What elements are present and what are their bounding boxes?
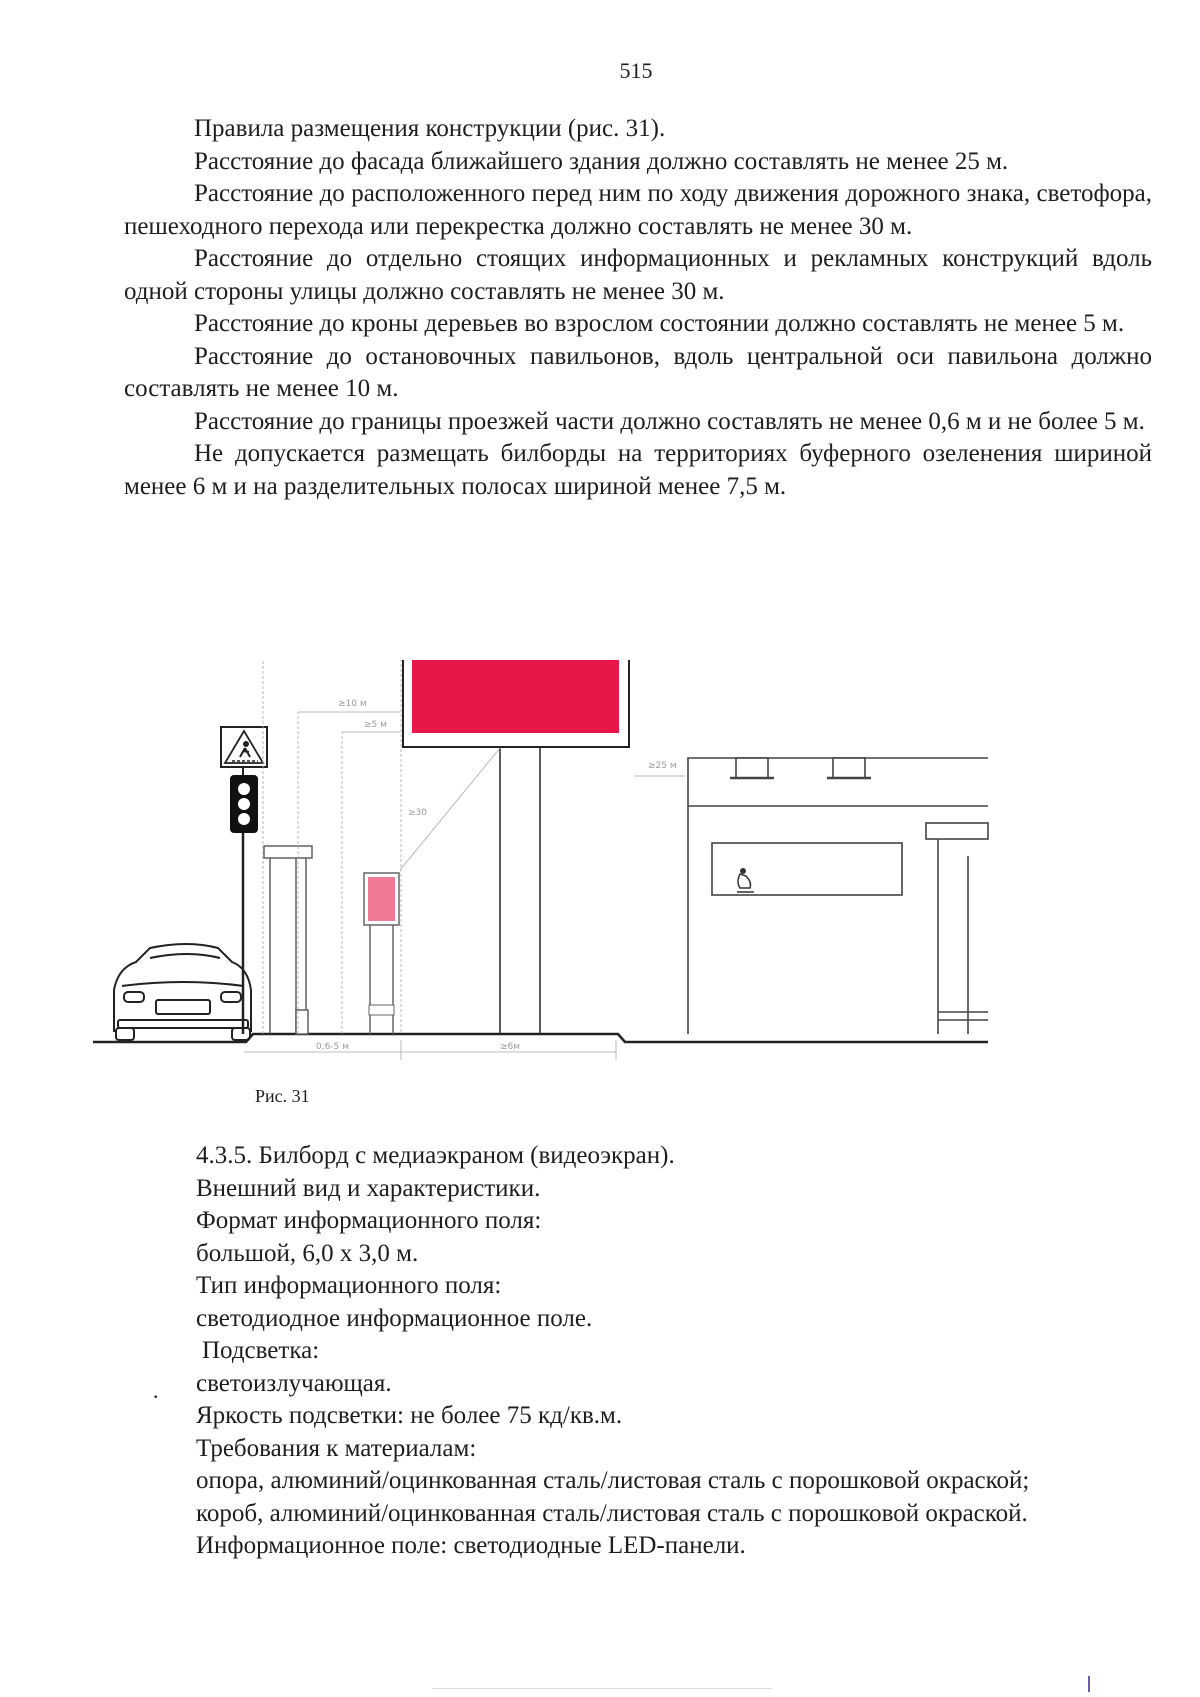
dimension-25m-label: ≥25 м — [648, 761, 677, 771]
paragraph-carriageway: Расстояние до границы проезжей части должно составлять не менее 0,6 м и не более 5 м. — [194, 407, 1145, 435]
section-line-brightness: Яркость подсветки: не более 75 кд/кв.м. — [196, 1402, 623, 1429]
paragraph-road-sign: Расстояние до расположенного перед ним по ходу движения дорожного знака, светофора, пешеходного перехода или перекрестка должно составлять не менее 30 м. — [124, 180, 1152, 240]
citylight-panel-icon — [364, 873, 399, 1034]
rules-text — [124, 113, 1152, 503]
section-line-type-label: Тип информационного поля: — [196, 1272, 502, 1299]
section-line-info-field: Информационное поле: светодиодные LED-панели. — [196, 1532, 746, 1559]
bus-stop-pavilion-icon — [264, 846, 312, 1034]
traffic-light-icon — [230, 767, 258, 1034]
section-line-materials-label: Требования к материалам: — [196, 1434, 477, 1462]
dimension-10m-label: ≥10 м — [338, 699, 367, 709]
dimension-5m-label: ≥5 м — [364, 720, 387, 730]
dimension-30m-label: ≥30 — [408, 808, 427, 818]
figure-caption: Рис. 31 — [255, 1086, 310, 1106]
section-line-appearance: Внешний вид и характеристики. — [196, 1174, 541, 1202]
section-line-lighting-value: светоизлучающая. — [196, 1369, 392, 1397]
figure-31 — [88, 660, 1078, 1060]
section-line-format-label: Формат информационного поля: — [196, 1207, 542, 1234]
section-line-box: короб, алюминий/оцинкованная сталь/листовая сталь с порошковой окраской. — [196, 1499, 1028, 1527]
building-icon — [688, 758, 988, 1034]
billboard-placement-diagram — [88, 660, 1078, 1060]
billboard-icon — [403, 660, 629, 1034]
paragraph-facade: Расстояние до фасада ближайшего здания должно составлять не менее 25 м. — [194, 147, 1009, 175]
section-title: 4.3.5. Билборд с медиаэкраном (видеоэкран). — [196, 1142, 675, 1169]
ground-line — [93, 1034, 988, 1042]
paragraph-intro: Правила размещения конструкции (рис. 31). — [194, 115, 666, 142]
dimension-road-offset-label: 0,6-5 м — [316, 1042, 349, 1052]
pedestrian-crossing-sign-icon — [221, 727, 267, 767]
bottom-rule — [432, 1688, 772, 1689]
section-line-type-value: светодиодное информационное поле. — [196, 1304, 593, 1332]
section-4-3-5 — [196, 1140, 1186, 1563]
section-line-format-value: большой, 6,0 х 3,0 м. — [196, 1239, 419, 1267]
page-number: 515 — [619, 58, 653, 83]
section-line-lighting-label: Подсветка: — [202, 1337, 320, 1364]
paragraph-trees: Расстояние до кроны деревьев во взрослом состоянии должно составлять не менее 5 м. — [194, 310, 1125, 337]
bullet-dot: . — [153, 1378, 159, 1403]
dimension-width-6m-label: ≥6м — [500, 1042, 521, 1052]
paragraph-bus-stops: Расстояние до остановочных павильонов, вдоль центральной оси павильона должно составлять не менее 10 м. — [124, 342, 1152, 402]
section-line-support: опора, алюминий/оцинкованная сталь/листовая сталь с порошковой окраской; — [196, 1467, 1030, 1494]
paragraph-restrictions: Не допускается размещать билборды на территориях буферного озеленения шириной менее 6 м и на разделительных полосах шириной менее 7,5 м. — [124, 440, 1152, 500]
edge-mark — [1088, 1676, 1090, 1692]
car-icon — [114, 944, 251, 1040]
paragraph-other-structures: Расстояние до отдельно стоящих информационных и рекламных конструкций вдоль одной стороны улицы должно составлять не менее 30 м. — [124, 245, 1152, 305]
